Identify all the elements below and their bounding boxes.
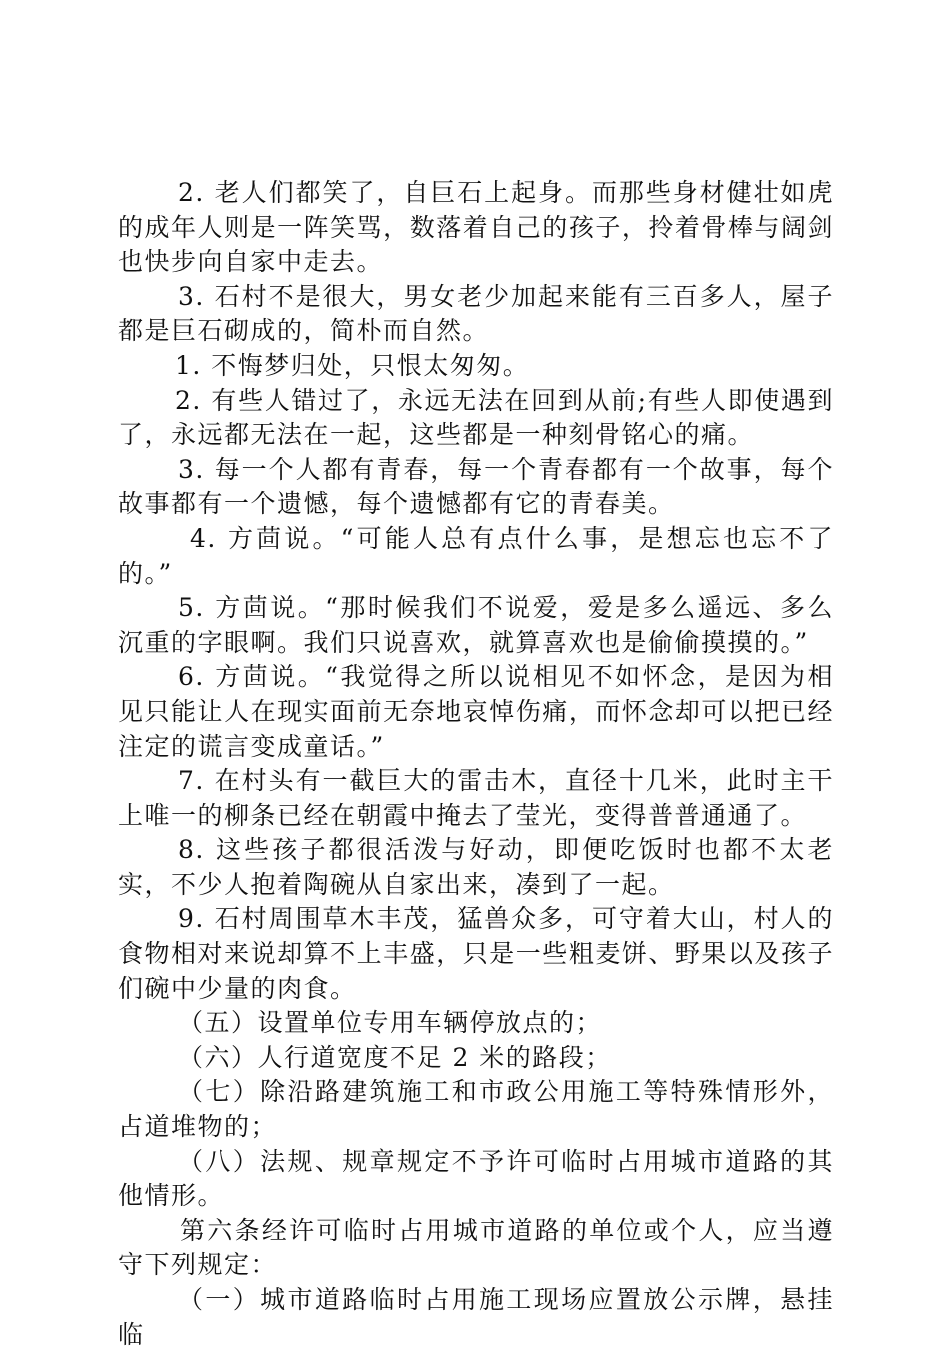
- paragraph: （五）设置单位专用车辆停放点的；: [178, 1008, 603, 1038]
- paragraph: 7. 在村头有一截巨大的雷击木，直径十几米，此时主干上唯一的柳条已经在朝霞中掩去了莹光，变得普普通通了。: [118, 766, 834, 830]
- paragraph: 6. 方茴说。“我觉得之所以说相见不如怀念，是因为相见只能让人在现实面前无奈地哀悼伤痛，而怀念却可以把已经注定的谎言变成童话。”: [118, 662, 834, 761]
- paragraph: 第六条经许可临时占用城市道路的单位或个人，应当遵守下列规定：: [118, 1215, 834, 1280]
- paragraph: 3. 每一个人都有青春，每一个青春都有一个故事，每个故事都有一个遗憾，每个遗憾都有它的青春美。: [118, 454, 834, 519]
- paragraph: （七）除沿路建筑施工和市政公用施工等特殊情形外，占道堆物的；: [118, 1077, 834, 1142]
- paragraph: 1. 不悔梦归处，只恨太匆匆。: [175, 350, 530, 380]
- paragraph: 8. 这些孩子都很活泼与好动，即便吃饭时也都不太老实，不少人抱着陶碗从自家出来，凑到了一起。: [118, 835, 834, 899]
- paragraph: （六）人行道宽度不足 2 米的路段；: [178, 1042, 612, 1072]
- paragraph: （一）城市道路临时占用施工现场应置放公示牌，悬挂临: [118, 1285, 834, 1349]
- paragraph: 2. 有些人错过了，永远无法在回到从前;有些人即使遇到了，永远都无法在一起，这些都是一种刻骨铭心的痛。: [118, 385, 834, 450]
- paragraph: 9. 石村周围草木丰茂，猛兽众多，可守着大山，村人的食物相对来说却算不上丰盛，只是一些粗麦饼、野果以及孩子们碗中少量的肉食。: [118, 904, 834, 1003]
- paragraph: 3. 石村不是很大，男女老少加起来能有三百多人，屋子都是巨石砌成的，简朴而自然。: [118, 281, 834, 346]
- paragraph: （八）法规、规章规定不予许可临时占用城市道路的其他情形。: [118, 1146, 834, 1211]
- paragraph: 5. 方茴说。“那时候我们不说爱，爱是多么遥远、多么沉重的字眼啊。我们只说喜欢，就算喜欢也是偷偷摸摸的。”: [118, 593, 834, 657]
- paragraph: 4. 方茴说。“可能人总有点什么事，是想忘也忘不了的。”: [118, 523, 834, 588]
- paragraph: 2. 老人们都笑了，自巨石上起身。而那些身材健壮如虎的成年人则是一阵笑骂，数落着自己的孩子，拎着骨棒与阔剑也快步向自家中走去。: [118, 178, 834, 277]
- document-body: [118, 176, 834, 1352]
